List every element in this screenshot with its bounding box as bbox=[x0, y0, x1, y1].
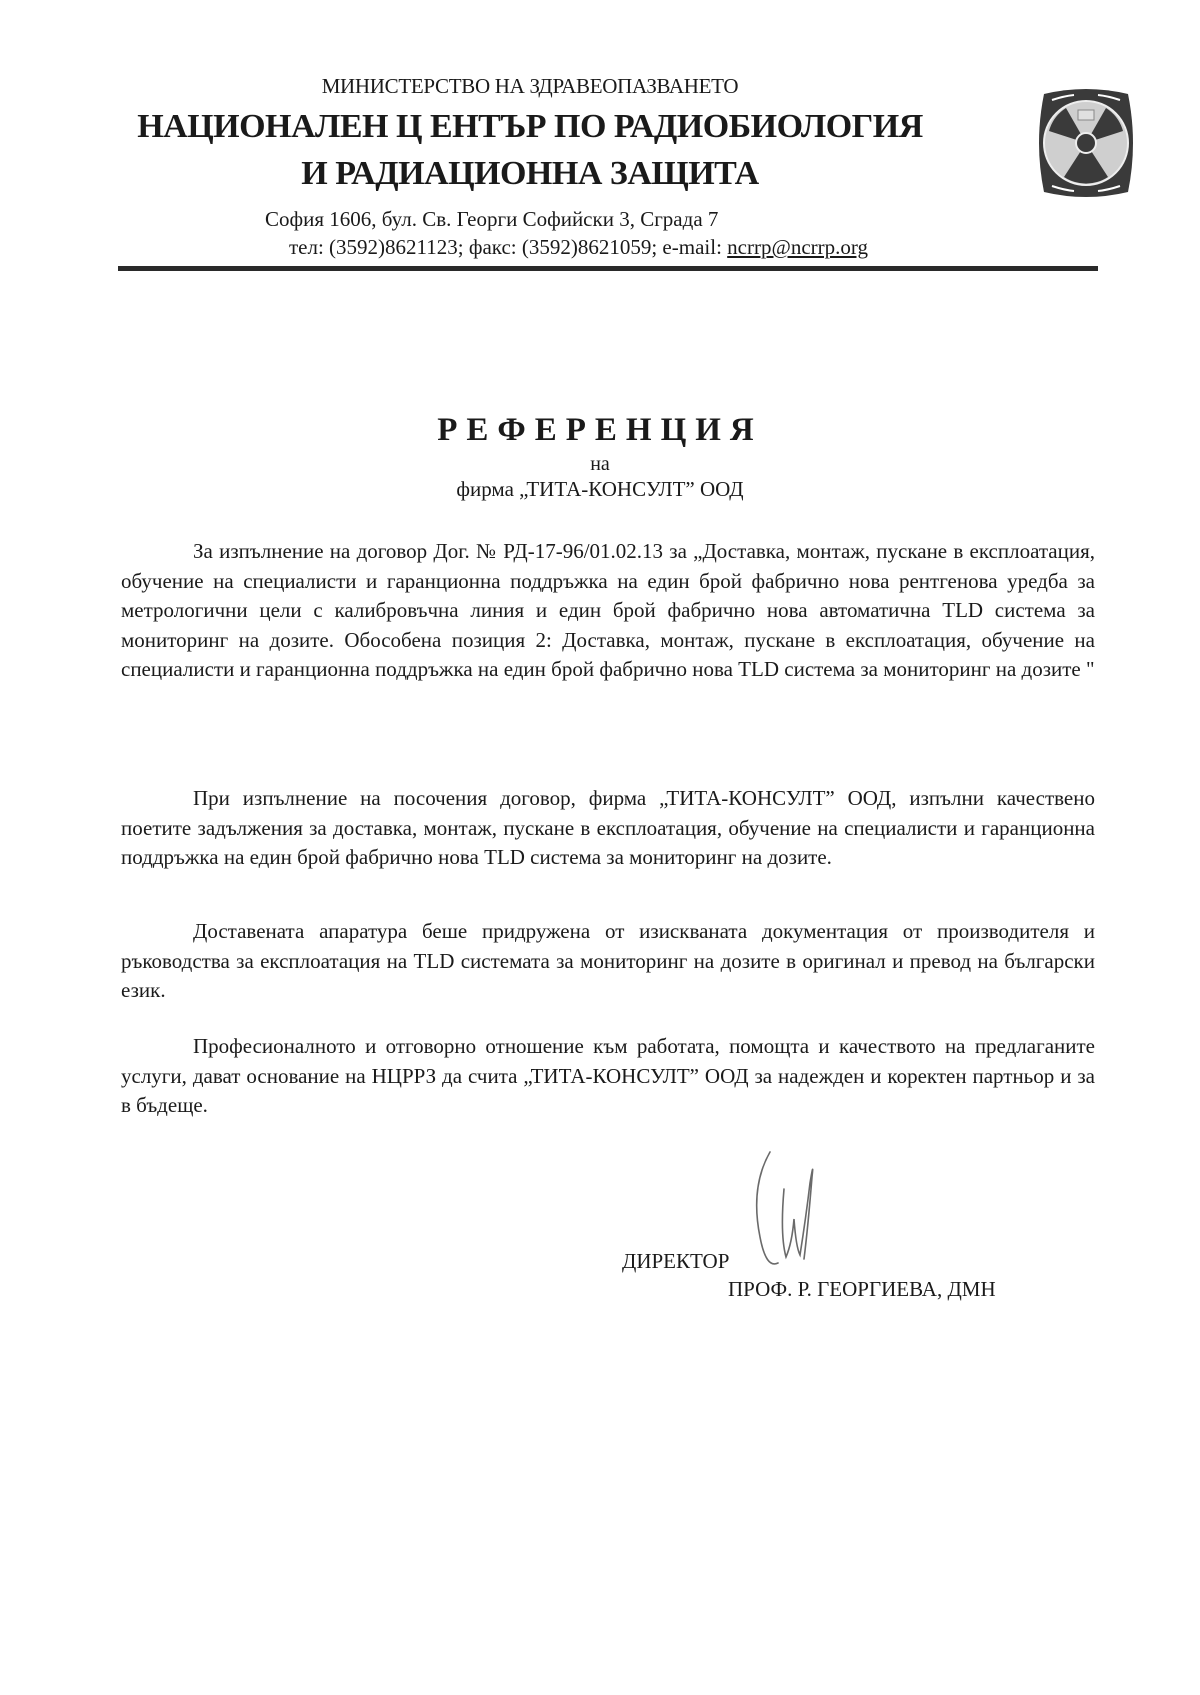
signatory-name: ПРОФ. Р. ГЕОРГИЕВА, ДМН bbox=[728, 1277, 996, 1301]
organization-name-line-1: НАЦИОНАЛЕН Ц ЕНТЪР ПО РАДИОБИОЛОГИЯ bbox=[137, 108, 923, 145]
document-subtitle-firm: фирма „ТИТА-КОНСУЛТ” ООД bbox=[456, 477, 744, 501]
signatory-position: ДИРЕКТОР bbox=[622, 1249, 730, 1273]
body-paragraph: Професионалното и отговорно отношение към работата, помощта и качеството на предлаганите услуги, дават основание на НЦРРЗ да счита „ТИТА-КОНСУЛТ” ООД за надежден и коректен партньор и за в бъдеще. bbox=[121, 1034, 1095, 1117]
document-subtitle-preposition: на bbox=[590, 453, 610, 475]
organization-name-line-2: И РАДИАЦИОННА ЗАЩИТА bbox=[301, 155, 759, 192]
email-link[interactable]: ncrrp@ncrrp.org bbox=[727, 235, 868, 259]
body-paragraph: За изпълнение на договор Дог. № РД-17-96/01.02.13 за „Доставка, монтаж, пускане в експлоатация, обучение на специалисти и гаранционна поддръжка на един брой фабрично нова рентгенова уредба за метрологични цели с калибровъчна линия и един брой фабрично нова автоматична TLD система за мониторинг на дозите. Обособена позиция 2: Доставка, монтаж, пускане в експлоатация, обучение на специалисти и гаранционна поддръжка на един брой фабрично нова TLD система за мониторинг на дозите " bbox=[121, 539, 1095, 681]
phone-fax-text: тел: (3592)8621123; факс: (3592)8621059; e-mail: bbox=[289, 235, 728, 259]
body-paragraph: Доставената апаратура беше придружена от изискваната документация от производителя и ръководства за експлоатация на TLD системата за мониторинг на дозите в оригинал и превод на български език. bbox=[121, 919, 1095, 1002]
ministry-name: МИНИСТЕРСТВО НА ЗДРАВЕОПАЗВАНЕТО bbox=[321, 74, 739, 98]
handwritten-signature-icon bbox=[752, 1147, 842, 1277]
letterhead-divider bbox=[118, 266, 1098, 271]
organization-address: София 1606, бул. Св. Георги Софийски 3, Сграда 7 bbox=[265, 207, 719, 231]
body-paragraph: При изпълнение на посочения договор, фирма „ТИТА-КОНСУЛТ” ООД, изпълни качествено поетите задължения за доставка, монтаж, пускане в експлоатация, обучение на специалисти и гаранционна поддръжка на един брой фабрично нова TLD система за мониторинг на дозите. bbox=[121, 786, 1095, 869]
document-title: РЕФЕРЕНЦИЯ bbox=[437, 412, 763, 448]
radiation-emblem-icon bbox=[1034, 86, 1138, 200]
organization-contacts bbox=[289, 235, 868, 260]
